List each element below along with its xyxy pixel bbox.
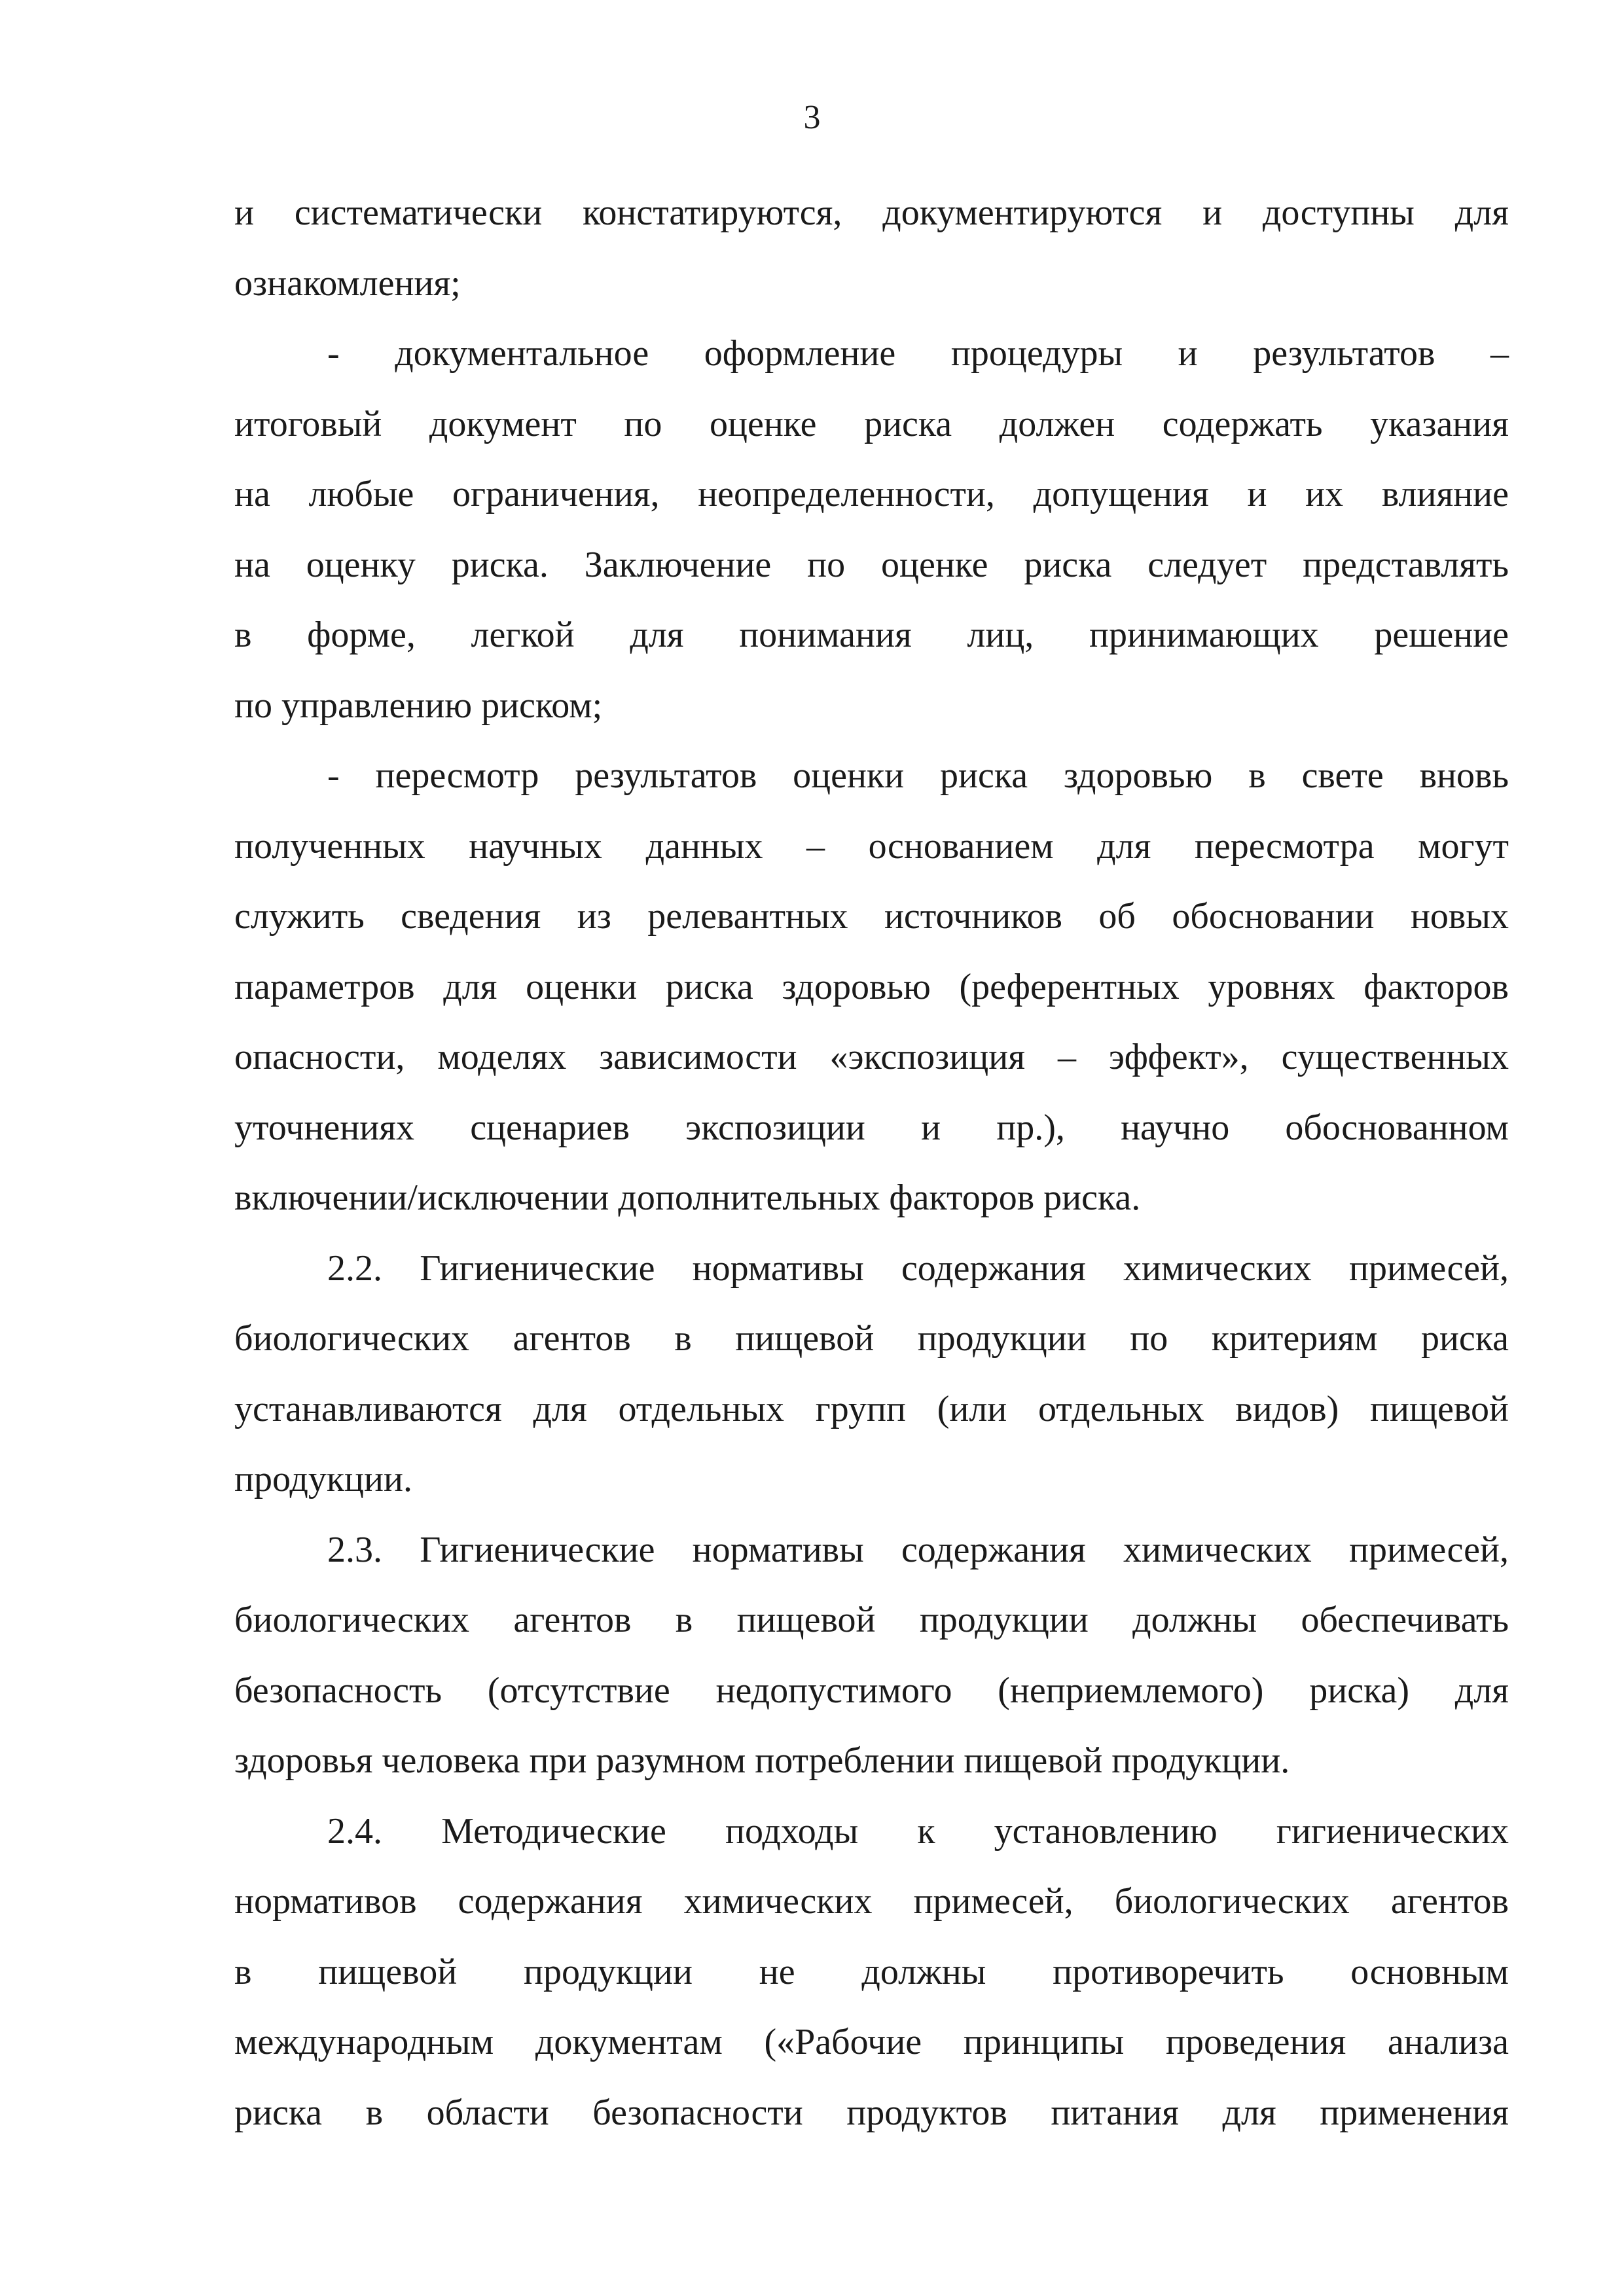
- text-line: продукции.: [234, 1459, 412, 1499]
- text-line: в пищевой продукции не должны противоречить основным: [234, 1951, 1509, 1992]
- text-line: биологических агентов в пищевой продукции должны обеспечивать: [234, 1600, 1509, 1640]
- text-line: - документальное оформление процедуры и результатов –: [327, 333, 1509, 374]
- text-line: на оценку риска. Заключение по оценке риска следует представлять: [234, 544, 1509, 585]
- text-line: здоровья человека при разумном потреблении пищевой продукции.: [234, 1740, 1290, 1781]
- text-line: по управлению риском;: [234, 685, 603, 726]
- text-line: 2.2. Гигиенические нормативы содержания химических примесей,: [327, 1247, 1509, 1289]
- paragraph-section-2-3: [234, 1515, 1509, 1797]
- text-line: - пересмотр результатов оценки риска здоровью в свете вновь: [327, 755, 1509, 796]
- text-line: устанавливаются для отдельных групп (или отдельных видов) пищевой: [234, 1388, 1509, 1429]
- text-line: опасности, моделях зависимости «экспозиция – эффект», существенных: [234, 1037, 1509, 1077]
- text-line: и систематически констатируются, документируются и доступны для: [234, 192, 1509, 233]
- paragraph-review: [234, 741, 1509, 1234]
- text-line: уточнениях сценариев экспозиции и пр.), научно обоснованном: [234, 1107, 1509, 1148]
- text-line: параметров для оценки риска здоровью (референтных уровнях факторов: [234, 966, 1509, 1007]
- text-line: нормативов содержания химических примесей, биологических агентов: [234, 1881, 1509, 1922]
- text-line: служить сведения из релевантных источников об обосновании новых: [234, 896, 1509, 937]
- text-line: включении/исключении дополнительных факторов риска.: [234, 1177, 1141, 1218]
- text-line: в форме, легкой для понимания лиц, принимающих решение: [234, 615, 1509, 655]
- text-line: на любые ограничения, неопределенности, допущения и их влияние: [234, 474, 1509, 514]
- paragraph-continuation: [234, 178, 1509, 319]
- text-line: биологических агентов в пищевой продукции по критериям риска: [234, 1318, 1509, 1359]
- paragraph-section-2-4: [234, 1797, 1509, 2149]
- document-body: [234, 178, 1509, 2148]
- text-line: безопасность (отсутствие недопустимого (неприемлемого) риска) для: [234, 1670, 1509, 1711]
- text-line: итоговый документ по оценке риска должен содержать указания: [234, 403, 1509, 444]
- paragraph-section-2-2: [234, 1234, 1509, 1515]
- text-line: риска в области безопасности продуктов питания для применения: [234, 2092, 1509, 2133]
- page-number: 3: [803, 99, 821, 136]
- text-line: 2.4. Методические подходы к установлению гигиенических: [327, 1810, 1509, 1852]
- text-line: 2.3. Гигиенические нормативы содержания химических примесей,: [327, 1529, 1509, 1570]
- text-line: международным документам («Рабочие принципы проведения анализа: [234, 2022, 1509, 2062]
- paragraph-documentation: [234, 319, 1509, 741]
- text-line: полученных научных данных – основанием для пересмотра могут: [234, 825, 1509, 867]
- text-line: ознакомления;: [234, 262, 461, 304]
